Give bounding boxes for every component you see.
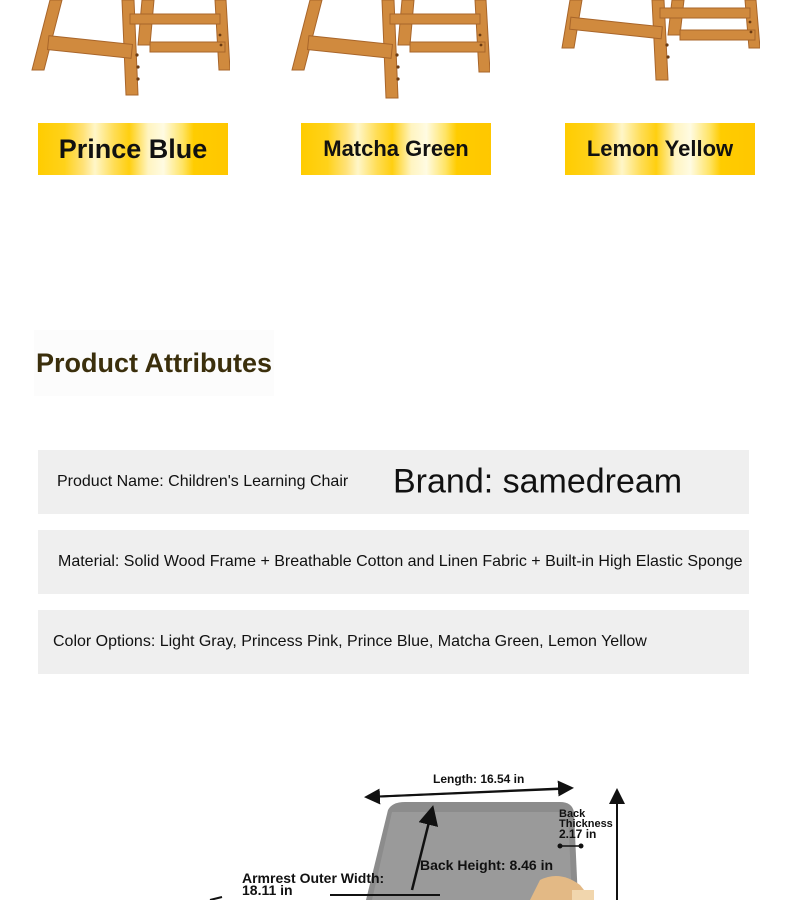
chair-image-1 — [30, 0, 230, 105]
chair-image-2 — [290, 0, 490, 105]
section-title-product-attributes — [34, 330, 274, 396]
color-swatch-lemon-yellow[interactable] — [565, 123, 755, 175]
armrest-width-label: Armrest Outer Width: — [242, 870, 385, 886]
dimension-diagram-svg — [0, 740, 790, 900]
length-arrow-right — [368, 788, 570, 797]
back-height-label: Back Height: 8.46 in — [420, 857, 554, 873]
swatch-label: Lemon Yellow — [586, 136, 734, 161]
armrest-width-value: 18.11 in — [242, 882, 293, 898]
material-text: Material: Solid Wood Frame + Breathable Cotton and Linen Fabric + Built-in High Elastic Sponge — [58, 553, 743, 570]
attribute-row-name-brand — [38, 450, 749, 514]
length-label: Length: 16.54 in — [433, 772, 525, 786]
swatch-label: Matcha Green — [323, 136, 469, 161]
attribute-row-color-options — [38, 610, 749, 674]
chair-image-strip — [0, 0, 790, 110]
color-options-text: Color Options: Light Gray, Princess Pink, Prince Blue, Matcha Green, Lemon Yellow — [53, 633, 647, 650]
swatch-label: Prince Blue — [58, 133, 208, 164]
back-thickness-label-2: Thickness — [559, 818, 613, 830]
back-thickness-value: 2.17 in — [559, 827, 597, 841]
section-title-text: Product Attributes — [36, 347, 272, 378]
attribute-row-material — [38, 530, 749, 594]
chair-image-3 — [560, 0, 760, 105]
brand-text: Brand: samedream — [393, 462, 683, 501]
dimension-diagram — [0, 740, 790, 900]
color-swatch-matcha-green[interactable] — [301, 123, 491, 175]
back-thickness-label-1: Back — [559, 808, 586, 820]
product-name-text: Product Name: Children's Learning Chair — [57, 473, 349, 490]
color-swatch-prince-blue[interactable] — [38, 123, 228, 175]
